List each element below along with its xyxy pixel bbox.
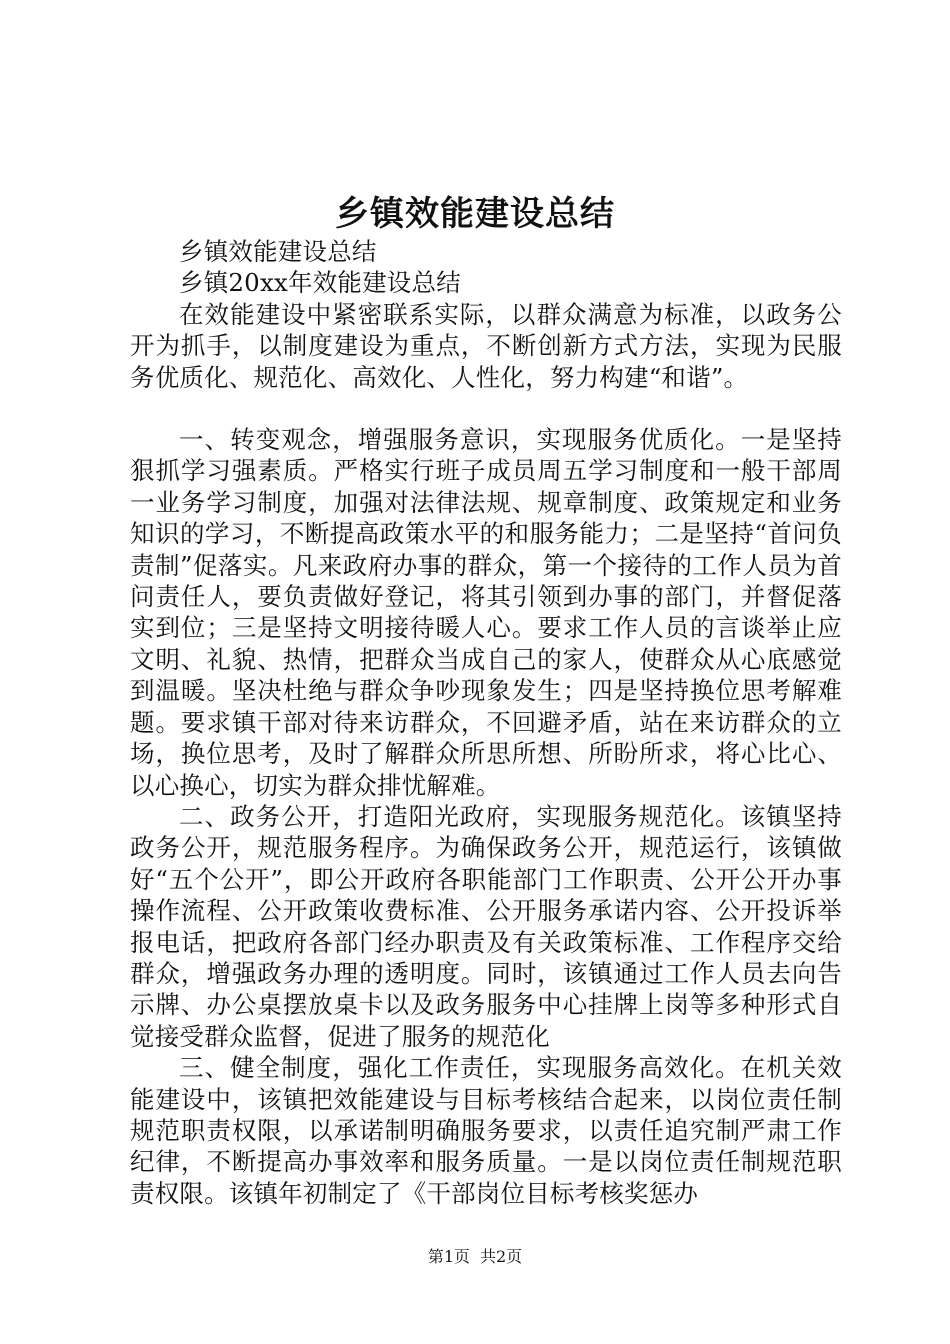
section-3-paragraph: 三、健全制度，强化工作责任，实现服务高效化。在机关效能建设中，该镇把效能建设与目标考核结合起来，以岗位责任制规范职责权限，以承诺制明确服务要求，以责任追究制严肃工作纪律，不断提高办事效率和服务质量。一是以岗位责任制规范职责权限。该镇年初制定了《干部岗位目标考核奖惩办 <box>130 1053 842 1208</box>
section-1-paragraph: 一、转变观念，增强服务意识，实现服务优质化。一是坚持狠抓学习强素质。严格实行班子成员周五学习制度和一般干部周一业务学习制度，加强对法律法规、规章制度、政策规定和业务知识的学习，不断提高政策水平的和服务能力；二是坚持“首问负责制”促落实。凡来政府办事的群众，第一个接待的工作人员为首问责任人，要负责做好登记，将其引领到办事的部门，并督促落实到位；三是坚持文明接待暖人心。要求工作人员的言谈举止应文明、礼貌、热情，把群众当成自己的家人，使群众从心底感觉到温暖。坚决杜绝与群众争吵现象发生；四是坚持换位思考解难题。要求镇干部对待来访群众，不回避矛盾，站在来访群众的立场，换位思考，及时了解群众所思所想、所盼所求，将心比心、以心换心，切实为群众排忧解难。 <box>130 425 842 800</box>
page-footer <box>0 1244 950 1267</box>
page-number: 第1页 <box>427 1247 470 1266</box>
document-body <box>130 236 842 1209</box>
page-total: 共2页 <box>480 1247 523 1266</box>
subtitle-year-line: 乡镇20xx年效能建设总结 <box>179 268 461 298</box>
document-title: 乡镇效能建设总结 <box>335 194 615 234</box>
subtitle-line: 乡镇效能建设总结 <box>179 237 377 266</box>
section-2-paragraph: 二、政务公开，打造阳光政府，实现服务规范化。该镇坚持政务公开，规范服务程序。为确保政务公开，规范运行，该镇做好“五个公开”，即公开政府各职能部门工作职责、公开公开办事操作流程、公开政策收费标准、公开服务承诺内容、公开投诉举报电话，把政府各部门经办职责及有关政策标准、工作程序交给群众，增强政务办理的透明度。同时，该镇通过工作人员去向告示牌、办公桌摆放桌卡以及政务服务中心挂牌上岗等多种形式自觉接受群众监督，促进了服务的规范化 <box>130 801 842 1051</box>
intro-paragraph: 在效能建设中紧密联系实际，以群众满意为标准，以政务公开为抓手，以制度建设为重点，不断创新方式方法，实现为民服务优质化、规范化、高效化、人性化，努力构建“和谐”。 <box>130 299 842 392</box>
